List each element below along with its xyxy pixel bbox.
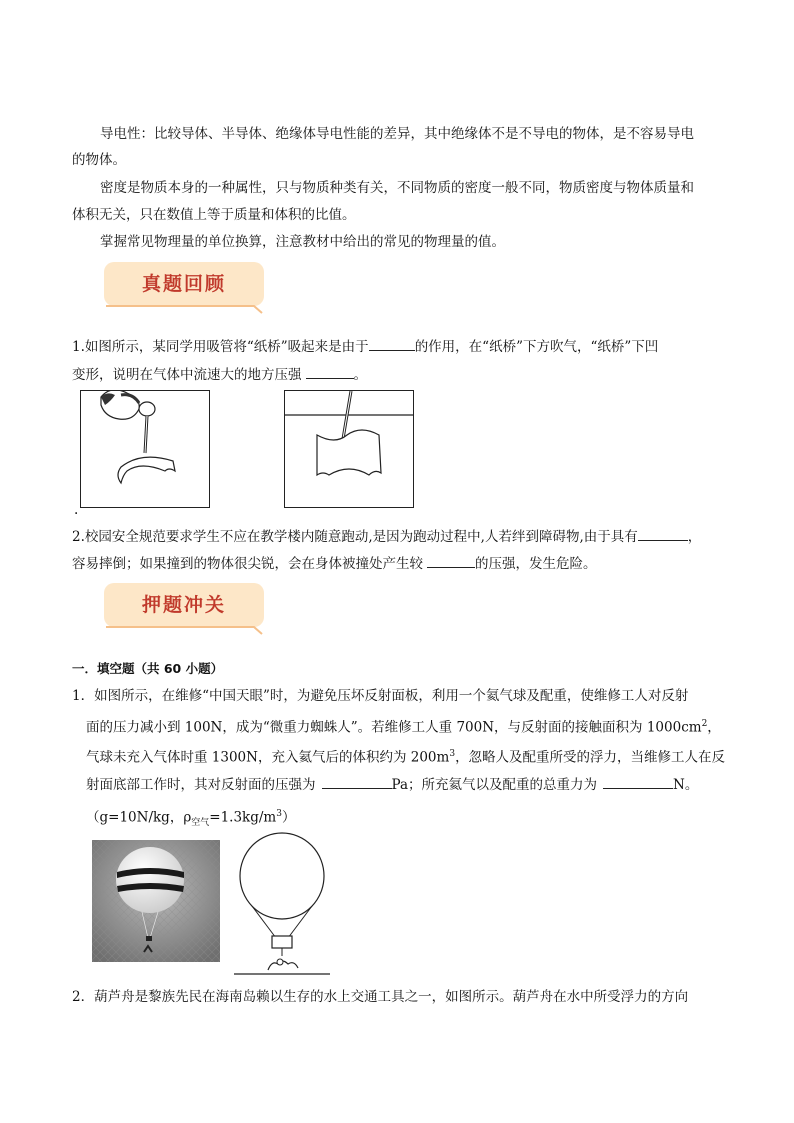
intro-line: 的物体。: [72, 152, 126, 168]
intro-line: 体积无关，只在数值上等于质量和体积的比值。: [72, 207, 356, 223]
q1-line: 射面底部工作时，其对反射面的压强为 Pa；所充氦气以及配重的总重力为 N。: [86, 774, 698, 795]
banner-underline: [104, 623, 268, 635]
figure-blow-under: [284, 390, 414, 508]
review-q1-line: 1.如图所示，某同学用吸管将“纸桥”吸起来是由于 的作用，在“纸桥”下方吹气，“纸桥”下凹: [72, 336, 658, 357]
answer-blank[interactable]: [306, 364, 354, 379]
banner-underline: [104, 302, 268, 314]
section-banner-review: [104, 262, 268, 314]
balloon-diagram: [232, 832, 332, 978]
banner-title: 真题回顾: [141, 273, 226, 295]
q1-line: 气球未充入气体时重 1300N，充入氦气后的体积约为 $200m^3$，忽略人及配重所受的浮力，当维修工人在反: [86, 749, 726, 766]
q1-line: 面的压力减小到 100N，成为“微重力蜘蛛人”。若维修工人重 700N，与反射面的接触面积为 $1000cm^2$，: [86, 719, 721, 736]
q2-line: 2．葫芦舟是黎族先民在海南岛赖以生存的水上交通工具之一，如图所示。葫芦舟在水中所受浮力的方向: [72, 989, 689, 1005]
blow-under-illustration: [285, 391, 413, 507]
q1-line: （g=10N/kg，$\rho_{空气}=1.3kg/m^3$）: [86, 809, 296, 829]
answer-blank[interactable]: [638, 526, 688, 541]
balloon-diagram-drawing: [232, 832, 332, 978]
review-q2-line: 容易摔倒；如果撞到的物体很尖锐，会在身体被撞处产生较 的压强，发生危险。: [72, 553, 597, 574]
section-title: 一．填空题（共 60 小题）: [72, 661, 224, 676]
intro-line: 密度是物质本身的一种属性，只与物质种类有关，不同物质的密度一般不同，物质密度与物体质量和: [100, 180, 694, 196]
intro-line: 掌握常见物理量的单位换算，注意教材中给出的常见的物理量的值。: [100, 234, 505, 250]
review-q1-line: 变形，说明在气体中流速大的地方压强 。: [72, 364, 367, 385]
q1-line: 1．如图所示，在维修“中国天眼”时，为避免压坏反射面板，利用一个氦气球及配重，使维修工人对反射: [72, 688, 689, 704]
balloon-photo: [92, 840, 220, 962]
banner-title: 押题冲关: [141, 594, 226, 616]
answer-blank[interactable]: [603, 774, 673, 789]
balloon-photo-image: [92, 840, 220, 962]
answer-blank[interactable]: [369, 336, 415, 351]
intro-line: 导电性：比较导体、半导体、绝缘体导电性能的差异，其中绝缘体不是不导电的物体，是不容易导电: [100, 126, 694, 142]
straw-lift-illustration: [81, 391, 209, 507]
section-banner-practice: [104, 583, 268, 635]
figure-straw-lift: [80, 390, 210, 508]
review-q2-line: 2.校园安全规范要求学生不应在教学楼内随意跑动,是因为跑动过程中,人若绊到障碍物,由于具有 ，: [72, 526, 701, 547]
answer-blank[interactable]: [322, 774, 392, 789]
answer-blank[interactable]: [427, 553, 475, 568]
figure-dot: .: [74, 502, 79, 518]
